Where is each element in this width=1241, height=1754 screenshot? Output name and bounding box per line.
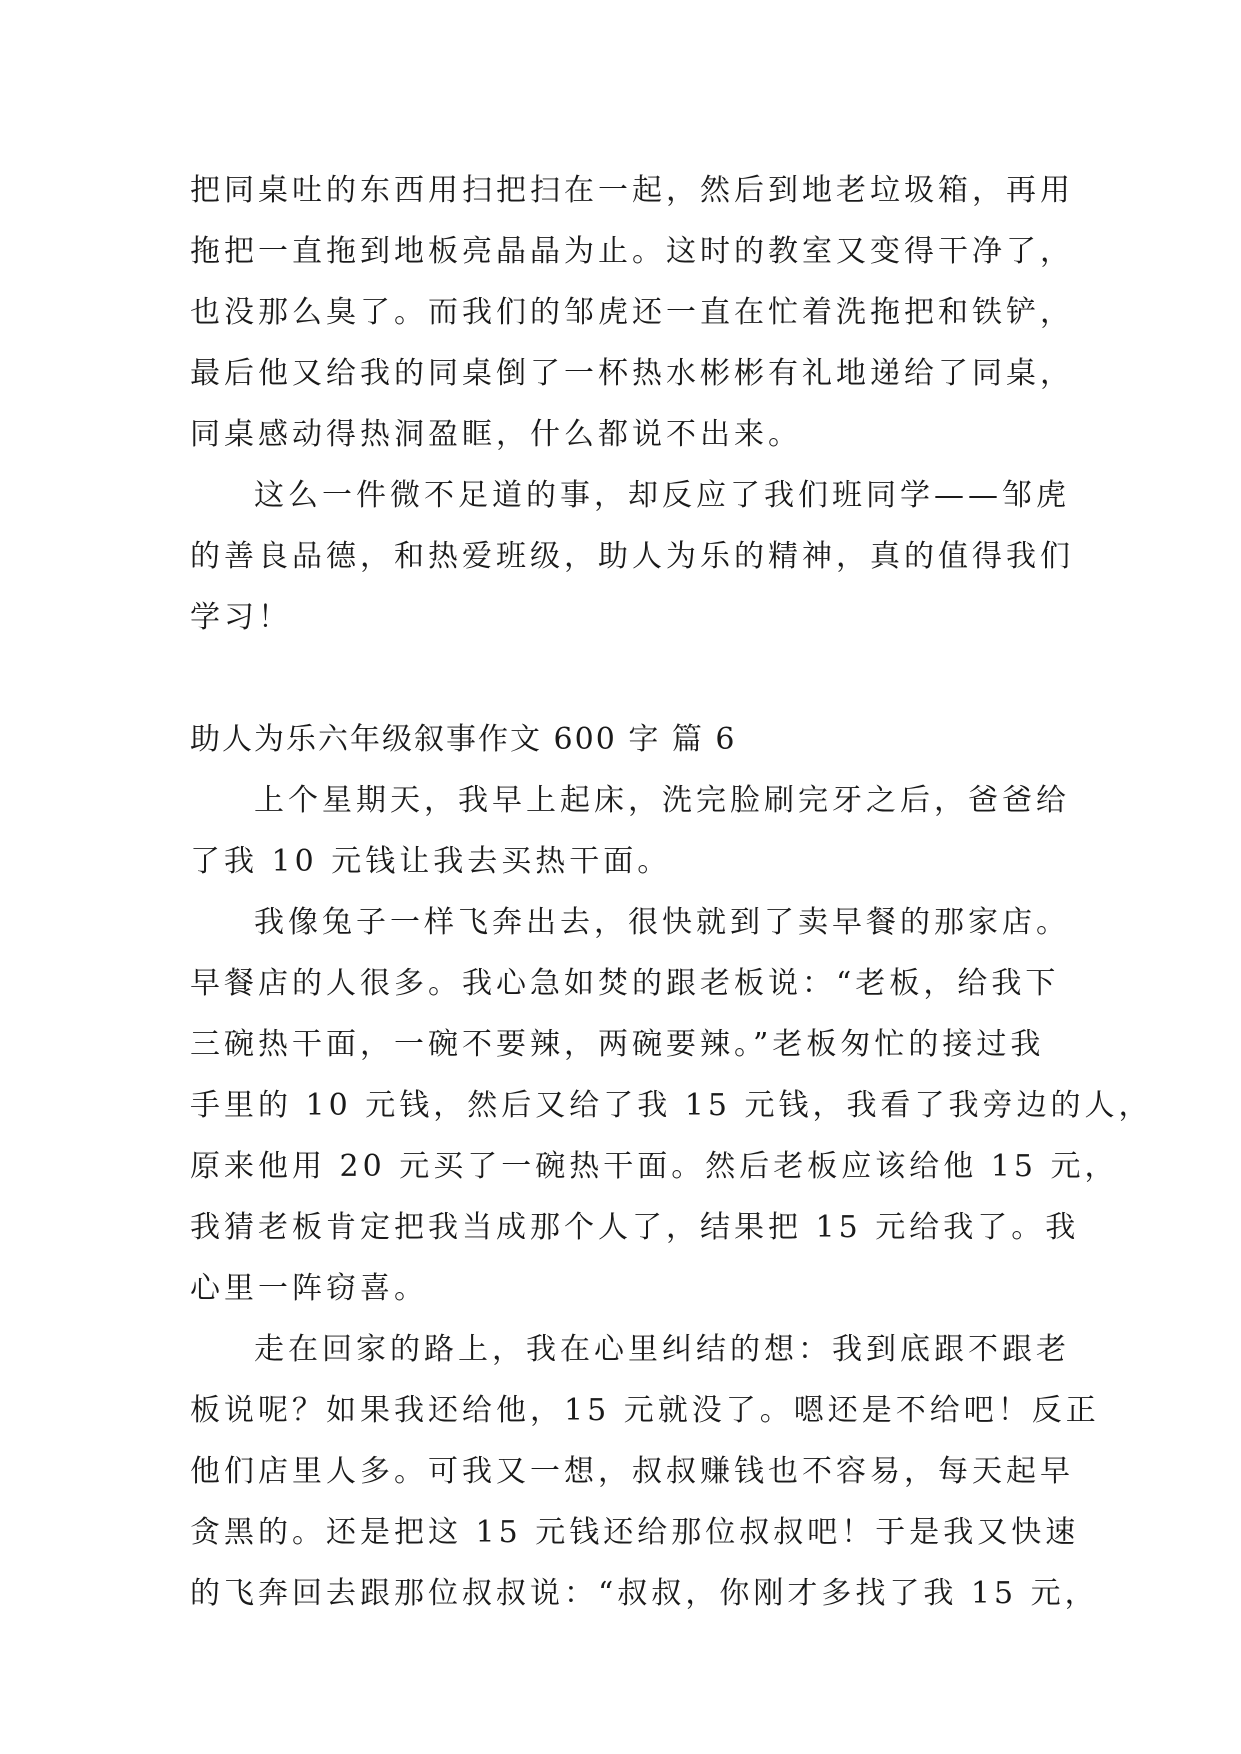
text-line: 早餐店的人很多。我心急如焚的跟老板说：“老板，给我下: [190, 966, 1060, 1001]
text-line: 这么一件微不足道的事，却反应了我们班同学——邹虎: [254, 478, 1070, 513]
text-line: 原来他用 20 元买了一碗热干面。然后老板应该给他 15 元，: [190, 1149, 1119, 1184]
section-heading: 助人为乐六年级叙事作文 600 字 篇 6: [190, 722, 737, 757]
paragraph-1: [190, 160, 1074, 465]
text-line: 心里一阵窃喜。: [190, 1271, 428, 1306]
paragraph-5: [190, 1319, 1100, 1624]
text-line: 的飞奔回去跟那位叔叔说：“叔叔，你刚才多找了我 15 元，: [190, 1576, 1099, 1611]
text-line: 板说呢？如果我还给他，15 元就没了。嗯还是不给吧！反正: [190, 1393, 1100, 1428]
paragraph-3: [190, 770, 1070, 892]
text-line: 我像兔子一样飞奔出去，很快就到了卖早餐的那家店。: [254, 905, 1070, 940]
text-line: 把同桌吐的东西用扫把扫在一起，然后到地老垃圾箱，再用: [190, 173, 1074, 208]
text-line: 走在回家的路上，我在心里纠结的想：我到底跟不跟老: [254, 1332, 1070, 1367]
text-line: 上个星期天，我早上起床，洗完脸刷完牙之后，爸爸给: [254, 783, 1070, 818]
text-line: 最后他又给我的同桌倒了一杯热水彬彬有礼地递给了同桌，: [190, 356, 1074, 391]
text-line: 学习！: [190, 600, 292, 635]
paragraph-2: [190, 465, 1074, 648]
text-line: 他们店里人多。可我又一想，叔叔赚钱也不容易，每天起早: [190, 1454, 1074, 1489]
text-line: 同桌感动得热洞盈眶，什么都说不出来。: [190, 417, 802, 452]
text-line: 拖把一直拖到地板亮晶晶为止。这时的教室又变得干净了，: [190, 234, 1074, 269]
text-line: 贪黑的。还是把这 15 元钱还给那位叔叔吧！于是我又快速: [190, 1515, 1080, 1550]
text-line: 也没那么臭了。而我们的邹虎还一直在忙着洗拖把和铁铲，: [190, 295, 1074, 330]
text-line: 三碗热干面，一碗不要辣，两碗要辣。”老板匆忙的接过我: [190, 1027, 1045, 1062]
text-line: 我猜老板肯定把我当成那个人了，结果把 15 元给我了。我: [190, 1210, 1080, 1245]
text-line: 了我 10 元钱让我去买热干面。: [190, 844, 672, 879]
text-line: 的善良品德，和热爱班级，助人为乐的精神，真的值得我们: [190, 539, 1074, 574]
paragraph-4: [190, 892, 1153, 1319]
document-body: [190, 160, 1153, 1624]
text-line: 手里的 10 元钱，然后又给了我 15 元钱，我看了我旁边的人，: [190, 1088, 1153, 1123]
